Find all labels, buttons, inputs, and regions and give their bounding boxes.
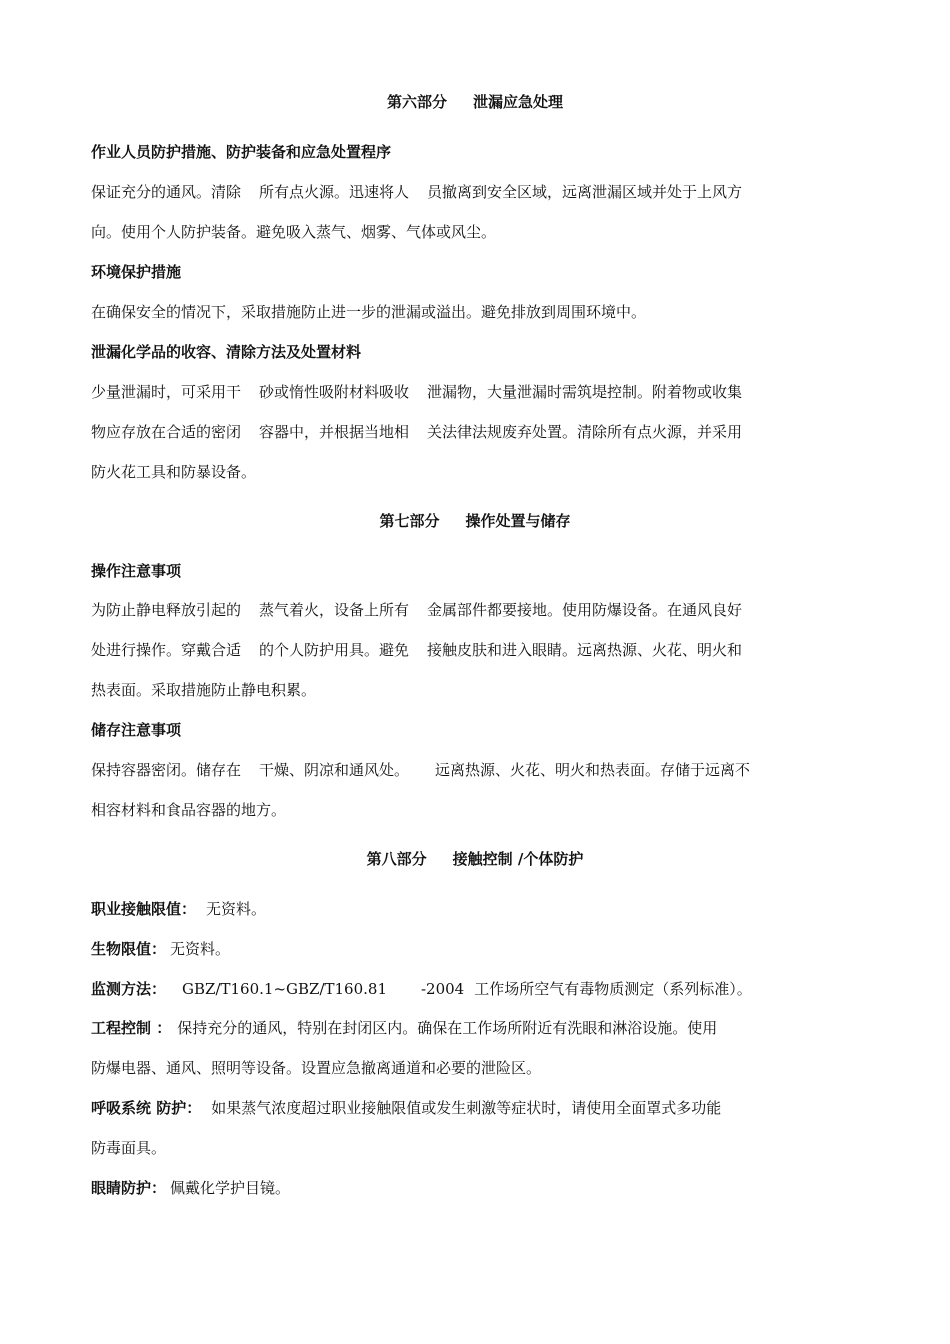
method-desc: 工作场所空气有毒物质测定（系列标准）。 — [474, 980, 752, 998]
method-code: GBZ/T160.1~GBZ/T160.81 — [182, 980, 387, 998]
s6-para3-line2: 物应存放在合适的密闭 容器中，并根据当地相 关法律法规废弃处置。清除所有点火源，并采用 — [91, 423, 743, 441]
s7-para2-line1: 保持容器密闭。储存在 干燥、阴凉和通风处。 远离热源、火花、明火和热表面。存储于远离不 — [91, 761, 751, 779]
oel-value: 无资料。 — [206, 900, 267, 918]
s6-para3-line1: 少量泄漏时，可采用干 砂或惰性吸附材料吸收 泄漏物，大量泄漏时需筑堤控制。附着物或收集 — [91, 383, 743, 401]
method-label: 监测方法： — [91, 980, 167, 998]
method-year: -2004 — [420, 980, 465, 998]
s8-oel-row — [91, 899, 831, 919]
section-8-number: 第八部分 — [366, 850, 427, 868]
resp-text-line1: 如果蒸气浓度超过职业接触限值或发生刺激等症状时，请使用全面罩式多功能 — [211, 1099, 722, 1117]
s8-eng-line2: 防爆电器、通风、照明等设备。设置应急撤离通道和必要的泄险区。 — [91, 1059, 542, 1077]
section-7-name: 操作处置与储存 — [465, 512, 571, 530]
s8-method-row — [91, 979, 831, 999]
section-8-name: 接触控制 /个体防护 — [452, 850, 584, 868]
section-7-title — [0, 511, 950, 531]
s8-resp-line2: 防毒面具。 — [91, 1139, 167, 1157]
section-7-number: 第七部分 — [379, 512, 440, 530]
eye-label: 眼睛防护： — [91, 1179, 167, 1197]
s7-heading-handling: 操作注意事项 — [91, 562, 182, 580]
bio-value: 无资料。 — [170, 940, 231, 958]
resp-label: 呼吸系统 防护： — [91, 1099, 202, 1117]
s8-eye-row — [91, 1178, 831, 1198]
section-6-number: 第六部分 — [386, 93, 447, 111]
eng-label: 工程控制 ： — [91, 1019, 172, 1037]
bio-label: 生物限值： — [91, 940, 167, 958]
s6-para3-line3: 防火花工具和防暴设备。 — [91, 463, 257, 481]
s8-bio-row — [91, 939, 831, 959]
section-6-title — [0, 92, 950, 112]
s6-heading-containment: 泄漏化学品的收容、清除方法及处置材料 — [91, 343, 362, 361]
s6-para2: 在确保安全的情况下，采取措施防止进一步的泄漏或溢出。避免排放到周围环境中。 — [91, 303, 647, 321]
s7-para1-line3: 热表面。采取措施防止静电积累。 — [91, 681, 317, 699]
s7-heading-storage: 储存注意事项 — [91, 721, 182, 739]
eng-text-line1: 保持充分的通风，特别在封闭区内。确保在工作场所附近有洗眼和淋浴设施。使用 — [177, 1019, 718, 1037]
s8-resp-row — [91, 1098, 831, 1118]
s7-para1-line2: 处进行操作。穿戴合适 的个人防护用具。避免 接触皮肤和进入眼睛。远离热源、火花、明火和 — [91, 641, 743, 659]
s7-para2-line2: 相容材料和食品容器的地方。 — [91, 801, 287, 819]
oel-label: 职业接触限值： — [91, 900, 197, 918]
s6-heading-environment: 环境保护措施 — [91, 263, 182, 281]
s6-heading-personnel: 作业人员防护措施、防护装备和应急处置程序 — [91, 143, 392, 161]
s7-para1-line1: 为防止静电释放引起的 蒸气着火，设备上所有 金属部件都要接地。使用防爆设备。在通风良好 — [91, 601, 743, 619]
s8-eng-row — [91, 1018, 831, 1038]
section-8-title — [0, 849, 950, 869]
s6-para1-line2: 向。使用个人防护装备。避免吸入蒸气、烟雾、气体或风尘。 — [91, 223, 497, 241]
section-6-name: 泄漏应急处理 — [473, 93, 564, 111]
eye-value: 佩戴化学护目镜。 — [170, 1179, 291, 1197]
s6-para1-line1: 保证充分的通风。清除 所有点火源。迅速将人 员撤离到安全区域，远离泄漏区域并处于上风方 — [91, 183, 743, 201]
